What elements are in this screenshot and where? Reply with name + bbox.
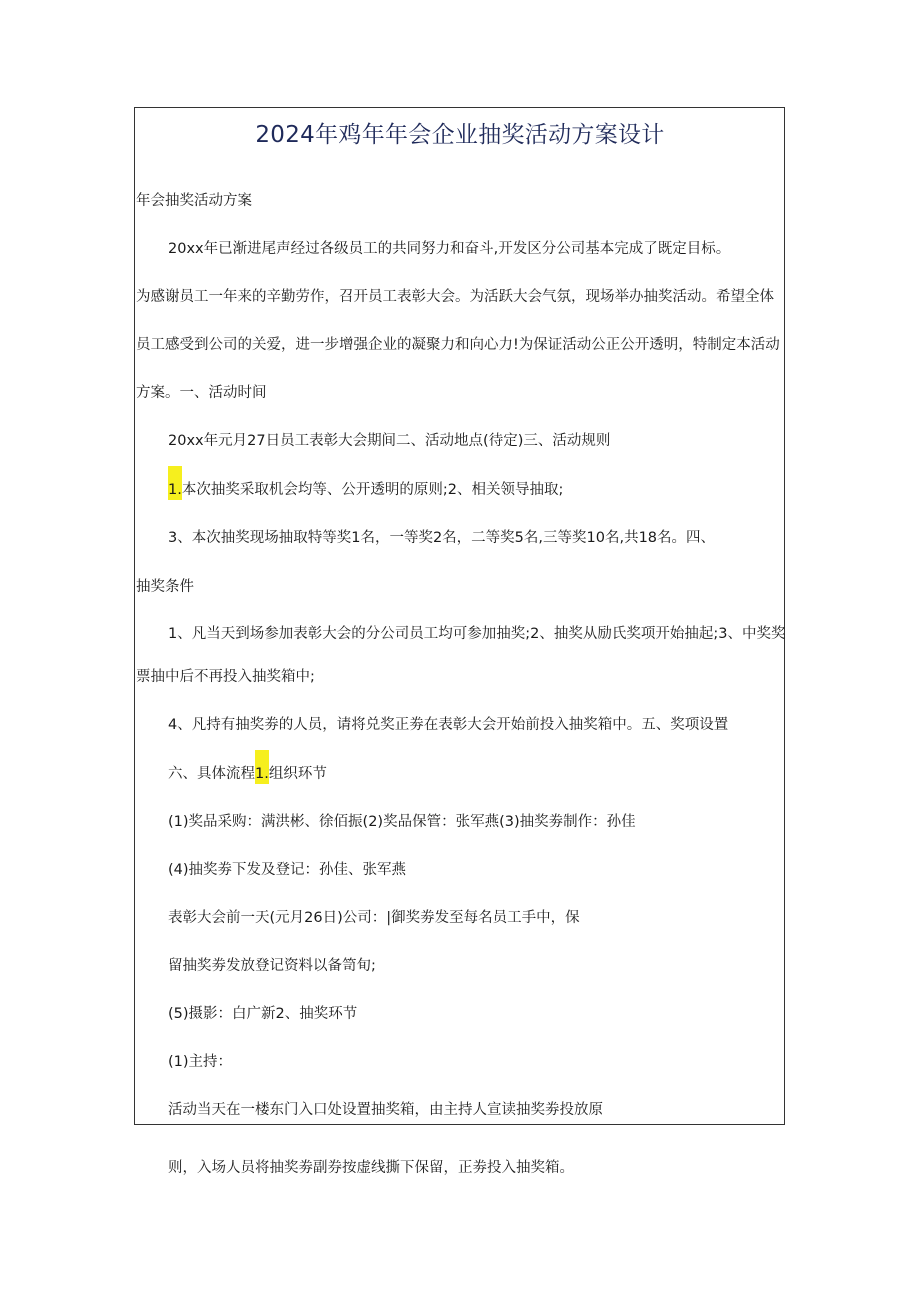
text-line: (5)摄影：白广新2、抽奖环节	[168, 1006, 358, 1022]
text-line: 表彰大会前一天(元月26日)公司：|御奖劵发至每名员工手中，保	[168, 910, 580, 926]
text-line: 20xx年已渐进尾声经过各级员工的共同努力和奋斗,开发区分公司基本完成了既定目标。	[168, 241, 731, 257]
text-line: 1、凡当天到场参加表彰大会的分公司员工均可参加抽奖;2、抽奖从励氏奖项开始抽起;3、中奖奖	[168, 626, 786, 642]
text-line: 则，入场人员将抽奖劵副券按虚线撕下保留，正劵投入抽奖箱。	[168, 1160, 574, 1176]
text-line: 3、本次抽奖现场抽取特等奖1名，一等奖2名，二等奖5名,三等奖10名,共18名。四、	[168, 530, 716, 546]
text-line: 20xx年元月27日员工表彰大会期间二、活动地点(待定)三、活动规则	[168, 433, 611, 449]
text-line: 为感谢员工一年来的辛勤劳作，召开员工表彰大会。为活跃大会气氛，现场举办抽奖活动。希望全体	[136, 289, 774, 305]
text-line-prefix: 六、具体流程	[168, 766, 255, 782]
text-line: (4)抽奖劵下发及登记：孙佳、张军燕	[168, 862, 407, 878]
document-title: 2024年鸡年年会企业抽奖活动方案设计	[255, 122, 665, 148]
text-line: 年会抽奖活动方案	[136, 193, 252, 209]
text-line: (1)主持：	[168, 1054, 233, 1070]
text-line: 员工感受到公司的关爱，进一步增强企业的凝聚力和向心力!为保证活动公正公开透明，特制定本活动	[136, 337, 780, 353]
text-line: 4、凡持有抽奖劵的人员，请将兑奖正劵在表彰大会开始前投入抽奖箱中。五、奖项设置	[168, 717, 729, 733]
text-line: 留抽奖劵发放登记资料以备笥旬;	[168, 958, 376, 974]
text-line-body: 本次抽奖采取机会均等、公开透明的原则;2、相关领导抽取;	[181, 482, 564, 498]
text-line	[168, 480, 563, 500]
text-line: 抽奖条件	[136, 579, 194, 595]
text-line	[168, 764, 327, 784]
highlight-mark: 1.	[255, 750, 269, 784]
text-line-body: 组织环节	[268, 766, 327, 782]
text-line: 方案。一、活动时间	[136, 385, 267, 401]
text-line: (1)奖品采购：满洪彬、徐佰振(2)奖品保管：张军燕(3)抽奖劵制作：孙佳	[168, 814, 636, 830]
text-line: 票抽中后不再投入抽奖箱中;	[136, 669, 315, 685]
text-line: 活动当天在一楼东门入口处设置抽奖箱，由主持人宣读抽奖劵投放原	[168, 1102, 603, 1118]
highlight-mark: 1.	[168, 466, 182, 500]
